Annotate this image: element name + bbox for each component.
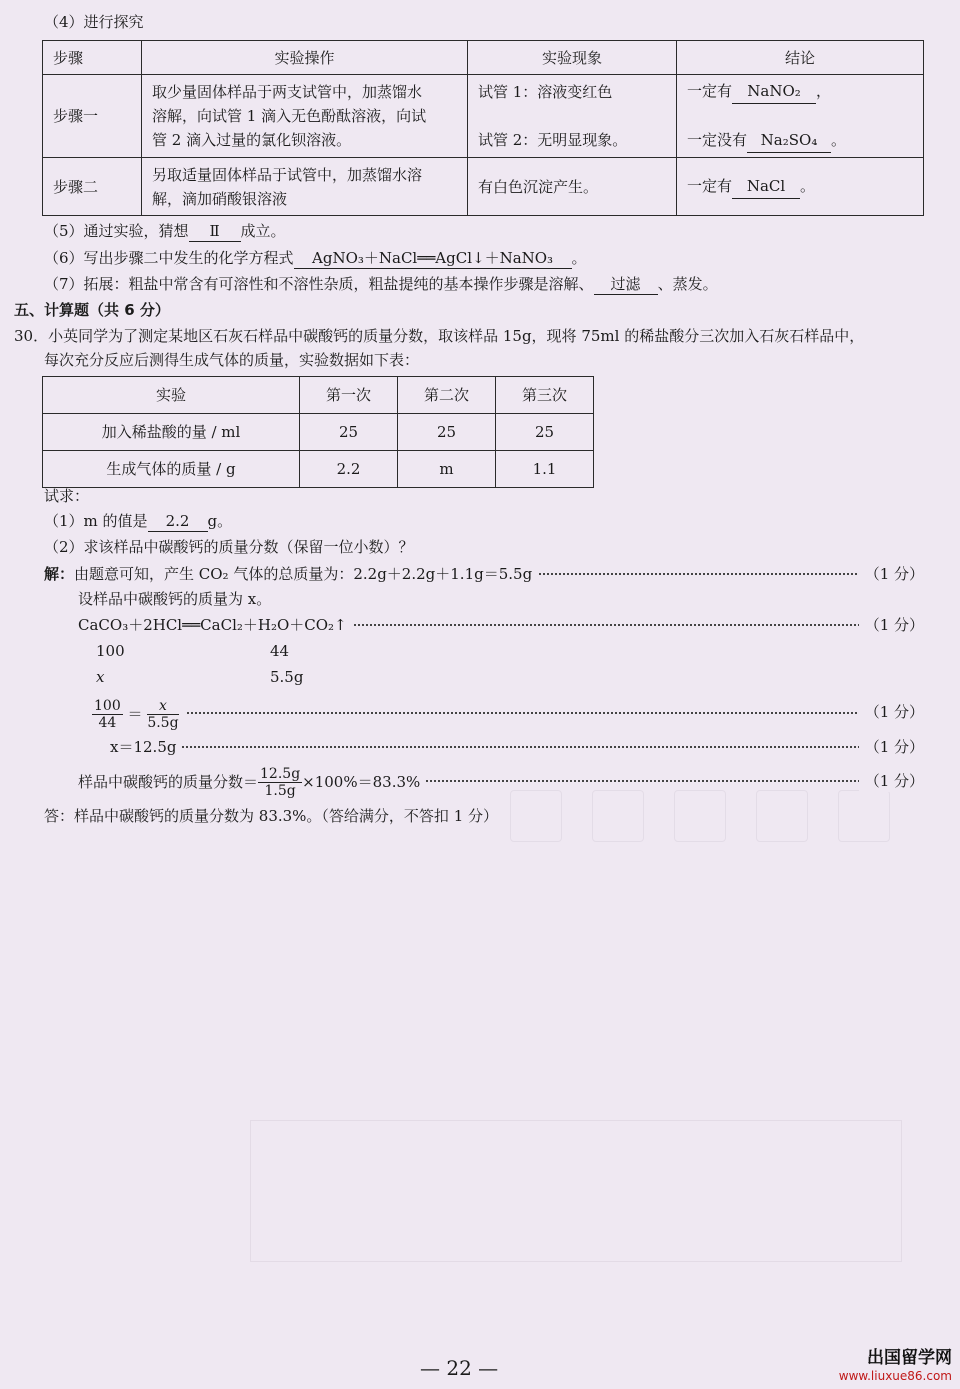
header-second: 第二次 xyxy=(398,377,496,414)
molar-mass-co2: 44 xyxy=(270,642,290,660)
unknown-x: x xyxy=(96,668,105,686)
experiment-table xyxy=(42,40,924,216)
step1-operation: 取少量固体样品于两支试管中，加蒸馏水 溶解，向试管 1 滴入无色酚酞溶液，向试 管 2 滴入过量的氯化钡溶液。 xyxy=(142,75,468,158)
q5: （5）通过实验，猜想 Ⅱ 成立。 xyxy=(44,222,286,240)
data-table xyxy=(42,376,594,488)
final-answer: 答：样品中碳酸钙的质量分数为 83.3%。（答给满分，不答扣 1 分） xyxy=(44,807,499,825)
cell: 25 xyxy=(398,414,496,451)
step2-label: 步骤二 xyxy=(43,158,142,216)
x-result-line: x＝12.5g （1 分） xyxy=(110,738,924,756)
header-experiment: 实验 xyxy=(43,377,300,414)
score-point: （1 分） xyxy=(859,563,924,585)
q7: （7）拓展：粗盐中常含有可溶性和不溶性杂质，粗盐提纯的基本操作步骤是溶解、 过滤 、蒸发。 xyxy=(44,275,718,293)
ask-label: 试求： xyxy=(44,487,90,505)
section-heading: 五、计算题（共 6 分） xyxy=(14,301,170,319)
cell: 1.1 xyxy=(496,451,594,488)
cell: 25 xyxy=(496,414,594,451)
equation-line: CaCO₃＋2HCl══CaCl₂＋H₂O＋CO₂↑ （1 分） xyxy=(78,616,924,634)
step2-conclusion: 一定有 NaCl 。 xyxy=(677,158,924,216)
step2-phenomenon: 有白色沉淀产生。 xyxy=(468,158,677,216)
row-acid-label: 加入稀盐酸的量 / ml xyxy=(43,414,300,451)
header-third: 第三次 xyxy=(496,377,594,414)
score-point: （1 分） xyxy=(859,736,924,758)
bleed-through-table xyxy=(250,1120,902,1262)
answer-blank: NaCl xyxy=(732,174,800,199)
q4-title: （4）进行探究 xyxy=(44,13,144,31)
solution-line-1: 解：由题意可知，产生 CO₂ 气体的总质量为：2.2g＋2.2g＋1.1g＝5.5g （1 分） xyxy=(44,565,924,583)
header-operation: 实验操作 xyxy=(142,41,468,75)
answer-blank: 2.2 xyxy=(148,511,208,532)
co2-mass: 5.5g xyxy=(270,668,304,686)
answer-blank: 过滤 xyxy=(594,274,658,295)
q30-line1: 30．小英同学为了测定某地区石灰石样品中碳酸钙的质量分数，取该样品 15g，现将 75ml 的稀盐酸分三次加入石灰石样品中， xyxy=(14,327,865,345)
site-watermark: 出国留学网 www.liuxue86.com xyxy=(838,1348,952,1383)
answer-blank: NaNO₂ xyxy=(732,79,816,104)
header-first: 第一次 xyxy=(300,377,398,414)
molar-mass-caco3: 100 xyxy=(96,642,125,660)
page-number: — 22 — xyxy=(420,1356,499,1380)
step1-label: 步骤一 xyxy=(43,75,142,158)
q30-line2: 每次充分反应后测得生成气体的质量，实验数据如下表： xyxy=(44,351,420,369)
cell: 2.2 xyxy=(300,451,398,488)
header-step: 步骤 xyxy=(43,41,142,75)
step1-phenomenon: 试管 1：溶液变红色 试管 2：无明显现象。 xyxy=(468,75,677,158)
bleed-through-apparatus xyxy=(510,790,930,850)
step1-conclusion: 一定有 NaNO₂ ， 一定没有 Na₂SO₄ 。 xyxy=(677,75,924,158)
cell: m xyxy=(398,451,496,488)
solution-assume: 设样品中碳酸钙的质量为 x。 xyxy=(78,590,272,608)
answer-blank: Ⅱ xyxy=(189,221,241,242)
header-phenomenon: 实验现象 xyxy=(468,41,677,75)
answer-blank: AgNO₃＋NaCl══AgCl↓＋NaNO₃ xyxy=(294,248,572,269)
score-point: （1 分） xyxy=(859,614,924,636)
fraction-result-line: 样品中碳酸钙的质量分数＝ $\frac{12.5g}{1.5g}\times 100\%=83.3\%$ （1 分） xyxy=(78,766,924,799)
score-point: （1 分） xyxy=(859,701,924,723)
cell: 25 xyxy=(300,414,398,451)
step2-operation: 另取适量固体样品于试管中，加蒸馏水溶 解，滴加硝酸银溶液 xyxy=(142,158,468,216)
answer-blank: Na₂SO₄ xyxy=(747,128,831,153)
row-gas-label: 生成气体的质量 / g xyxy=(43,451,300,488)
q6: （6）写出步骤二中发生的化学方程式 AgNO₃＋NaCl══AgCl↓＋NaNO₃ 。 xyxy=(44,249,587,267)
ratio-line: $\frac{100}{44}$ ＝ $\frac{x}{5.5g}$ （1 分） xyxy=(94,698,924,731)
sub-question-1: （1）m 的值是 2.2 g。 xyxy=(44,512,233,530)
sub-question-2: （2）求该样品中碳酸钙的质量分数（保留一位小数）？ xyxy=(44,538,414,556)
score-point: （1 分） xyxy=(859,770,924,792)
header-conclusion: 结论 xyxy=(677,41,924,75)
